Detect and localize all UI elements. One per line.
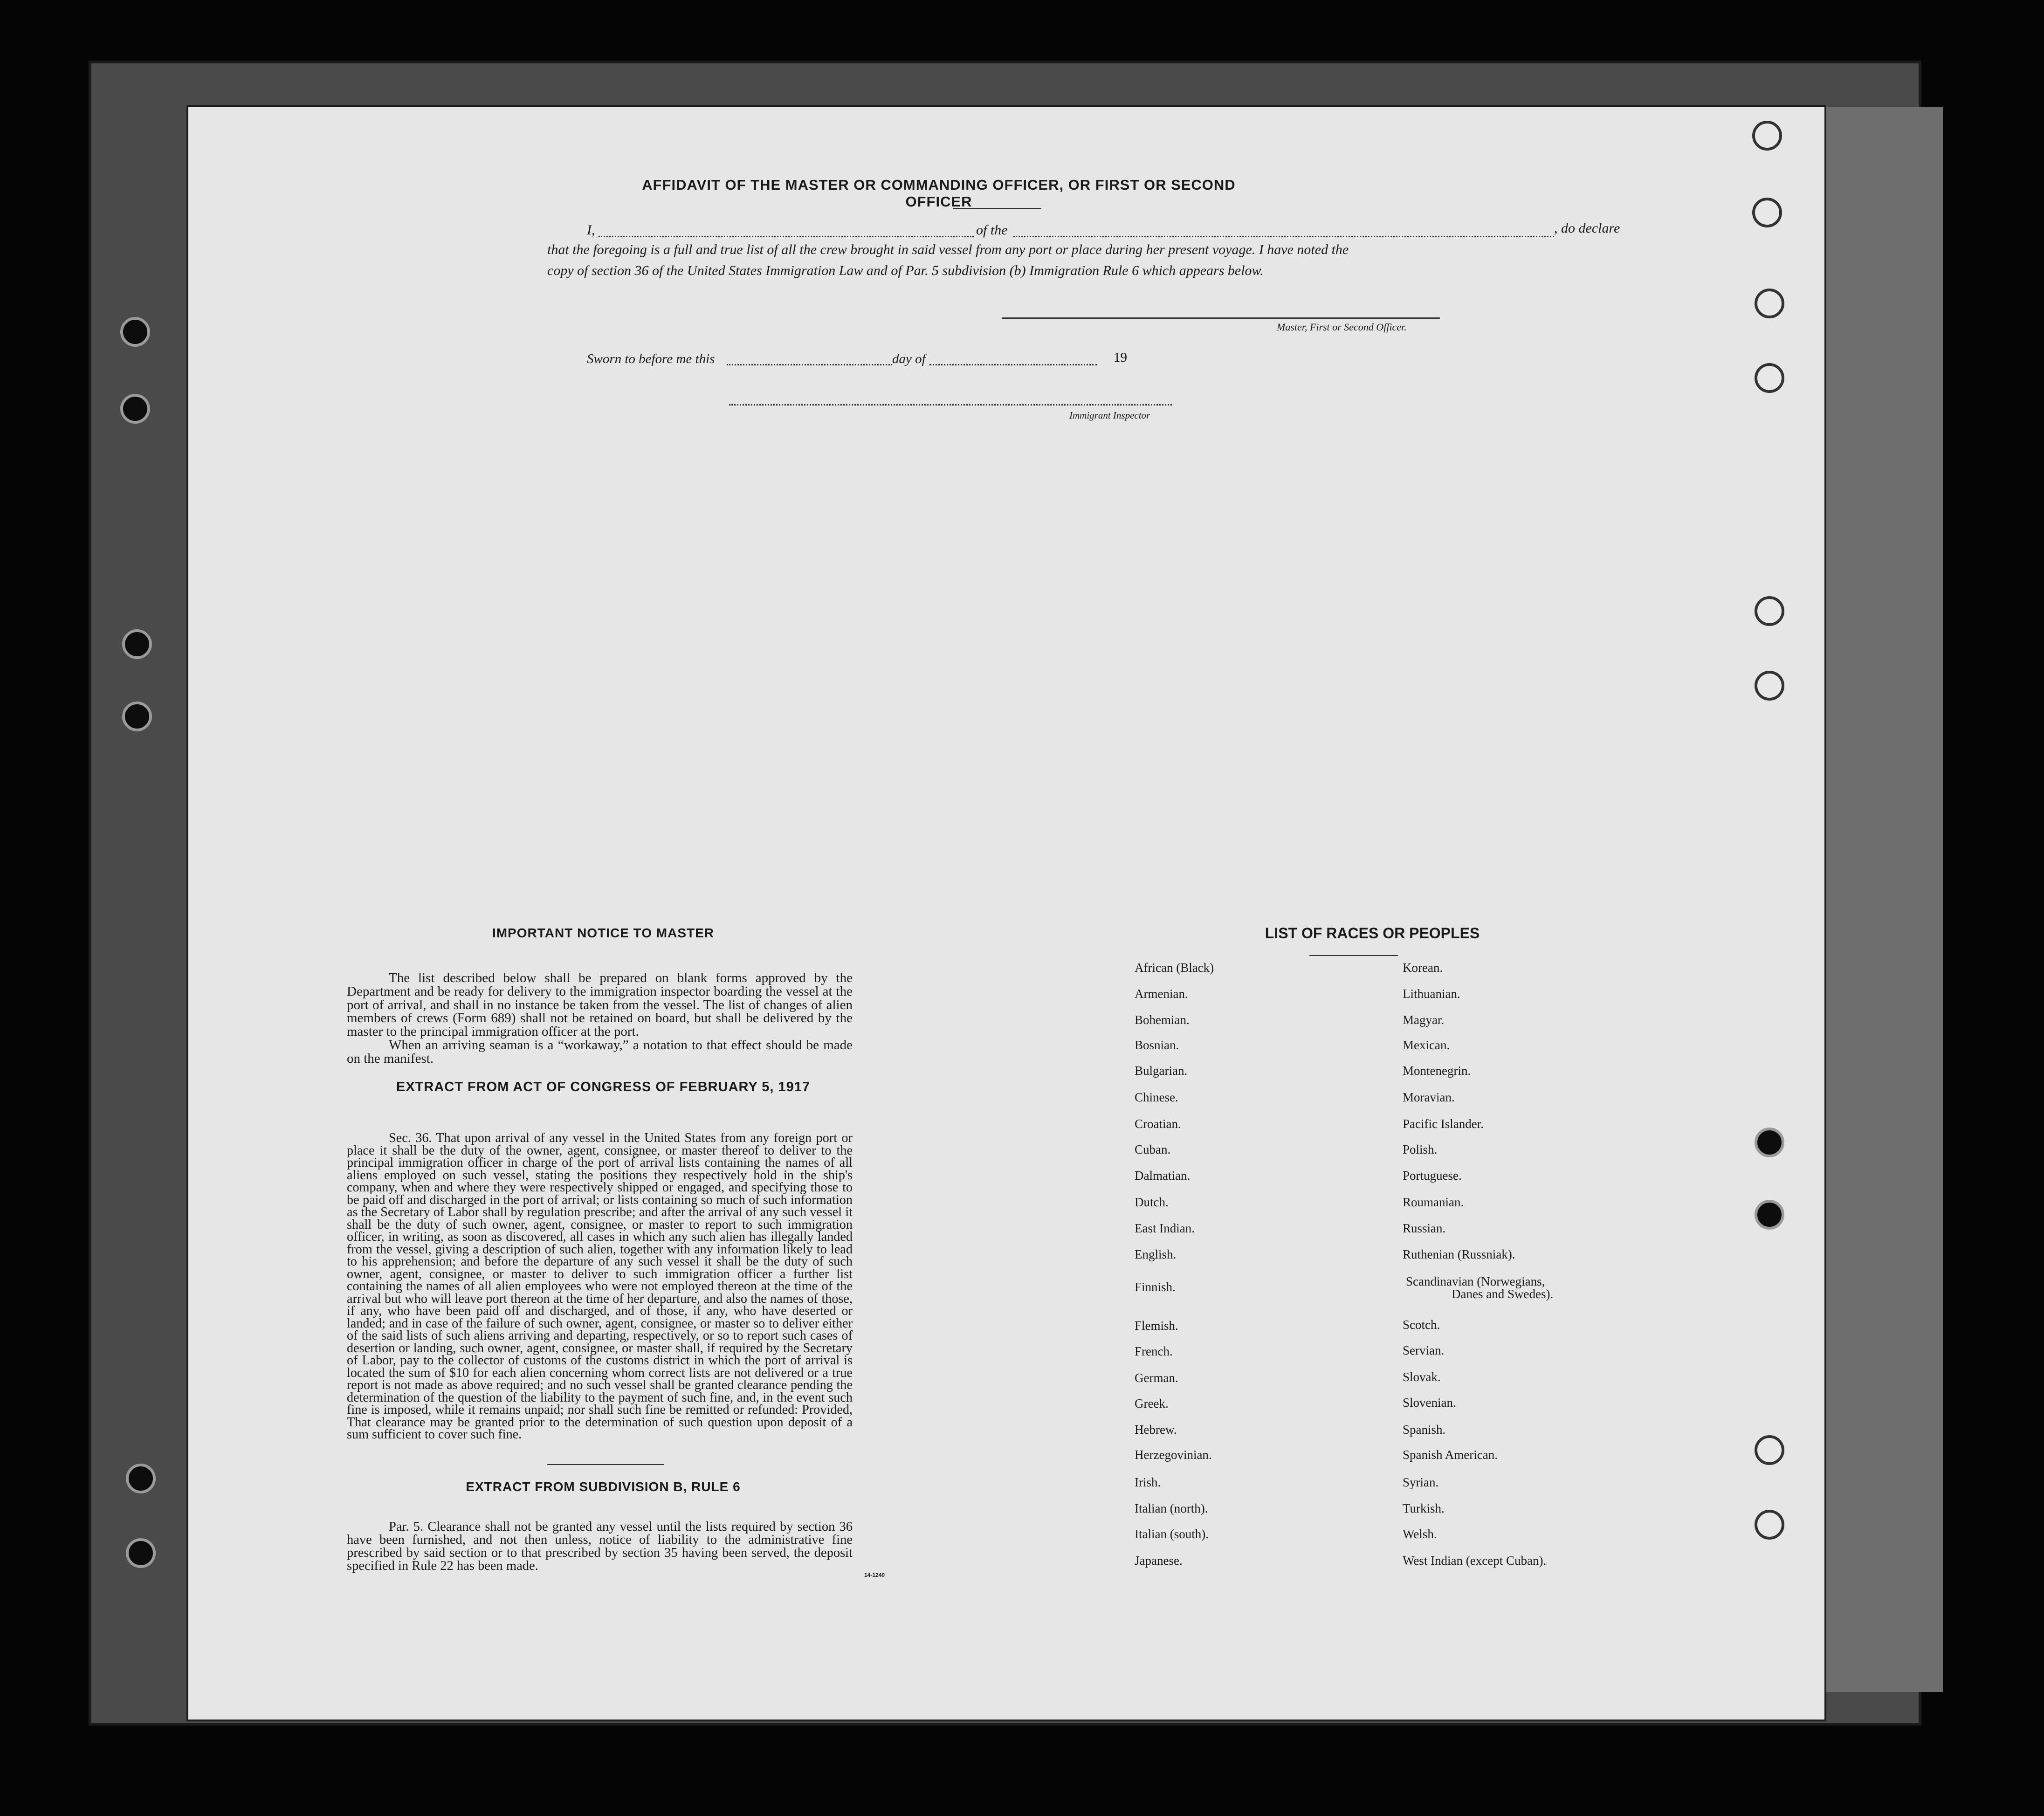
sworn-month-blank[interactable] (929, 364, 1097, 365)
race-item: French. (1135, 1344, 1173, 1358)
race-item: Bosnian. (1135, 1038, 1179, 1052)
affidavit-i-label: I, (587, 222, 595, 238)
race-item: Dutch. (1135, 1195, 1169, 1209)
punch-hole (1752, 198, 1782, 227)
race-item: Greek. (1135, 1396, 1169, 1410)
race-item: Magyar. (1403, 1013, 1445, 1027)
races-title: LIST OF RACES OR PEOPLES (1265, 925, 1480, 942)
race-item: Scandinavian (Norwegians, (1406, 1274, 1545, 1288)
punch-hole (1755, 596, 1784, 626)
punch-hole (1755, 289, 1784, 318)
punch-hole (1755, 1128, 1784, 1157)
day-of-text: day of (892, 351, 926, 366)
race-item: Spanish. (1403, 1423, 1446, 1437)
race-item: Korean. (1403, 961, 1443, 975)
punch-hole (126, 1464, 156, 1493)
race-item: Slovenian. (1403, 1396, 1456, 1410)
race-item: Spanish American. (1403, 1448, 1498, 1462)
race-item: Turkish. (1403, 1501, 1445, 1515)
race-item: Lithuanian. (1403, 987, 1460, 1001)
race-item: Moravian. (1403, 1090, 1455, 1104)
punch-hole (1755, 363, 1784, 393)
race-item: Irish. (1135, 1475, 1161, 1489)
race-item: Servian. (1403, 1343, 1445, 1357)
inspector-label: Immigrant Inspector (1069, 410, 1150, 421)
punch-hole (122, 702, 152, 731)
race-item: Bohemian. (1135, 1013, 1190, 1027)
section-divider (547, 1464, 664, 1465)
race-item: Cuban. (1135, 1142, 1171, 1156)
race-item: Polish. (1403, 1142, 1438, 1156)
notice-title: IMPORTANT NOTICE TO MASTER (492, 926, 715, 940)
race-item: Syrian. (1403, 1475, 1439, 1489)
race-item: Russian. (1403, 1221, 1446, 1235)
race-item: West Indian (except Cuban). (1403, 1554, 1547, 1568)
race-item: Italian (north). (1135, 1501, 1208, 1515)
race-item: English. (1135, 1247, 1177, 1261)
title-underline (953, 208, 1041, 209)
race-item: African (Black) (1135, 961, 1214, 975)
notice-paragraph-2: When an arriving seaman is a “workaway,” a notation to that effect should be made on the manifest. (347, 1038, 853, 1066)
affidavit-sheet (186, 105, 1826, 1721)
section-36-text: Sec. 36. That upon arrival of any vessel in the United States from any foreign port or place it shall be the duty of the owner, agent, consignee, or master thereof to deliver to the principal immigration officer in charge of the port of arrival lists containing the names of all aliens employed on such vessel, stating the positions they respectively hold in the ship's company, when and where they were respectively shipped or engaged, and specifying those to be paid off and discharged in the port of arrival; or lists containing so much of such information as the Secretary of Labor shall by regulation prescribe; and after the arrival of any such vessel it shall be the duty of such owner, agent, consignee, or master to report to such immigration officer, in writing, as soon as discovered, all cases in which any such alien has illegally landed from the vessel, giving a description of such alien, together with any information likely to lead to his apprehension; and before the departure of any such vessel it shall be the duty of such owner, agent, consignee, or master to deliver to such immigration officer a further list containing the names of all alien employees who were not employed thereon at the time of the arrival but who will leave port thereon at the time of her departure, and also the names of those, if any, who have been paid off and discharged, and of those, if any, who have deserted or landed; and in case of the failure of such owner, agent, consignee, or master so to deliver either of the said lists of such aliens arriving and departing, respectively, or so to report such cases of desertion or landing, such owner, agent, consignee, or master shall, if required by the Secretary of Labor, pay to the collector of customs of the customs district in which the port of arrival is located the sum of $10 for each alien concerning whom correct lists are not delivered or a true report is not made as above required; and no such vessel shall be granted clearance pending the determination of the question of the liability to the payment of such fine, and, in the event such fine is imposed, while it remains unpaid; nor shall such fine be remitted or refunded: Provided, That clearance may be granted prior to the determination of such question upon deposit of a sum sufficient to cover such fine. (347, 1131, 853, 1442)
extract-rule-title: EXTRACT FROM SUBDIVISION B, RULE 6 (466, 1479, 741, 1494)
race-item: Montenegrin. (1403, 1064, 1471, 1078)
races-title-underline (1309, 955, 1398, 956)
year-prefix: 19 (1114, 350, 1127, 365)
race-item: Armenian. (1135, 987, 1188, 1001)
race-item: Chinese. (1135, 1090, 1178, 1104)
race-item: Pacific Islander. (1403, 1117, 1484, 1131)
punch-hole (1755, 1435, 1784, 1465)
punch-hole (122, 629, 152, 659)
race-item: Finnish. (1135, 1280, 1176, 1294)
race-item: Italian (south). (1135, 1527, 1209, 1541)
punch-hole (1755, 1200, 1784, 1230)
race-item: Welsh. (1403, 1527, 1437, 1541)
race-item: Japanese. (1135, 1554, 1183, 1568)
sworn-text: Sworn to before me this (587, 351, 715, 366)
extract-act-title: EXTRACT FROM ACT OF CONGRESS OF FEBRUARY 5, 1917 (396, 1080, 811, 1094)
sworn-day-blank[interactable] (727, 364, 892, 365)
affidavit-title: AFFIDAVIT OF THE MASTER OR COMMANDING OFFICER, OR FIRST OR SECOND OFFICER (642, 177, 1236, 210)
name-blank[interactable] (599, 236, 974, 237)
race-item: German. (1135, 1371, 1178, 1385)
race-item: Scotch. (1403, 1318, 1440, 1332)
punch-hole (1755, 1510, 1784, 1540)
signature-line[interactable] (1002, 317, 1440, 319)
punch-hole (120, 394, 150, 424)
rule-6-text: Par. 5. Clearance shall not be granted any vessel until the lists required by section 36 have been furnished, and not then unless, notice of liability to the administrative fine prescribed by said section or to that prescribed by section 35 having been served, the deposit specified in Rule 22 has been made. (347, 1520, 853, 1573)
vessel-blank[interactable] (1013, 236, 1554, 237)
affidavit-line3: copy of section 36 of the United States Immigration Law and of Par. 5 subdivision (b) Immigration Rule 6 which appears below. (547, 263, 1264, 278)
inspector-signature-blank[interactable] (729, 404, 1172, 406)
race-item: Flemish. (1135, 1319, 1178, 1333)
race-item: Bulgarian. (1135, 1064, 1188, 1078)
affidavit-line2: that the foregoing is a full and true list of all the crew brought in said vessel from any port or place during her present voyage. I have noted the (547, 242, 1349, 257)
race-item: Roumanian. (1403, 1195, 1464, 1209)
race-item: Danes and Swedes). (1452, 1287, 1554, 1301)
race-item: Ruthenian (Russniak). (1403, 1247, 1515, 1261)
race-item: Herzegovinian. (1135, 1448, 1212, 1462)
punch-hole (120, 317, 150, 347)
race-item: Portuguese. (1403, 1169, 1462, 1183)
punch-hole (1755, 671, 1784, 701)
affidavit-declare: , do declare (1554, 220, 1620, 236)
form-number: 14-1240 (864, 1572, 885, 1578)
punch-hole (1752, 121, 1782, 151)
race-item: Croatian. (1135, 1117, 1181, 1131)
punch-hole (126, 1538, 156, 1568)
race-item: Slovak. (1403, 1370, 1441, 1384)
signature-label: Master, First or Second Officer. (1277, 321, 1407, 333)
race-item: East Indian. (1135, 1221, 1195, 1235)
notice-paragraph-1: The list described below shall be prepared on blank forms approved by the Department and be ready for delivery to the immigration inspector boarding the vessel at the port of arrival, and shall in no instance be taken from the vessel. The list of changes of alien members of crews (Form 689) shall not be retained on board, but shall be delivered by the master to the principal immigration officer at the port. (347, 970, 853, 1039)
race-item: Dalmatian. (1135, 1169, 1191, 1183)
race-item: Hebrew. (1135, 1423, 1177, 1437)
affidavit-of-the: of the (976, 222, 1008, 238)
race-item: Mexican. (1403, 1038, 1450, 1052)
